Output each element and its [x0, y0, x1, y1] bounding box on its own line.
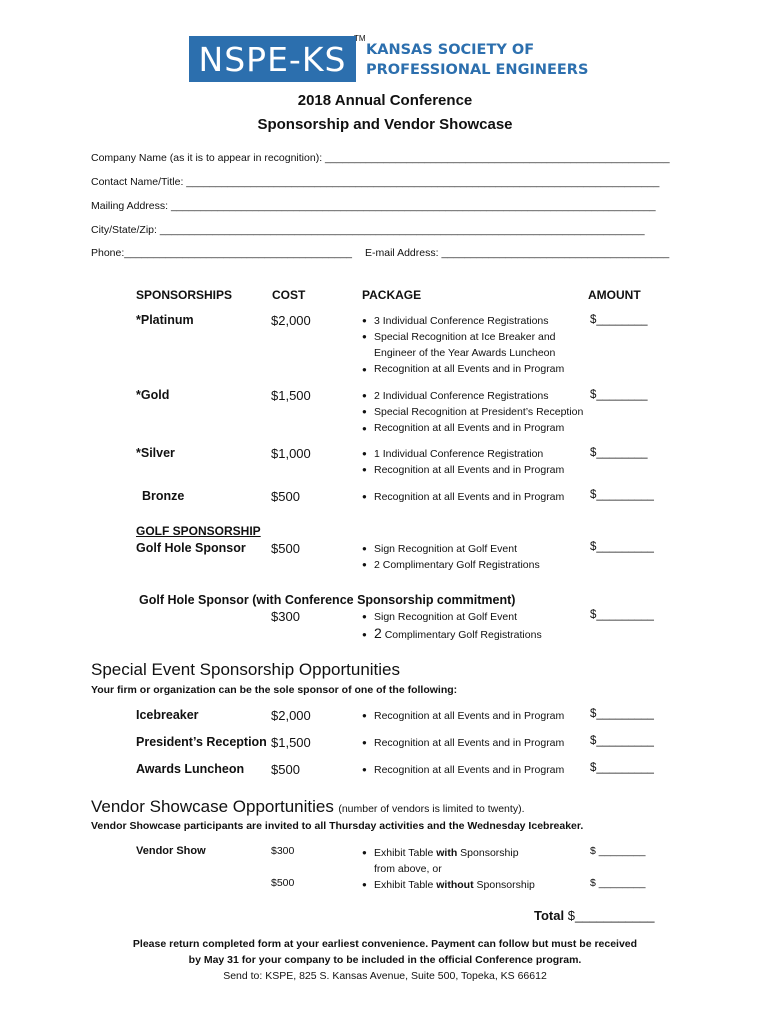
package-item: Recognition at all Events and in Program	[374, 363, 565, 376]
golf-combo-cost: $300	[271, 609, 300, 624]
package-item: Sign Recognition at Golf Event	[374, 543, 518, 555]
vendor-subheading: Vendor Showcase participants are invited to all Thursday activities and the Wednesday Icebreaker.	[91, 820, 584, 832]
footer-address: Send to: KSPE, 825 S. Kansas Avenue, Suite 500, Topeka, KS 66612	[223, 970, 547, 982]
package-item-emphasis: without	[436, 879, 474, 892]
package-item: from above, or	[374, 863, 442, 876]
vendor-amount-with[interactable]: $ ________	[590, 845, 646, 857]
footer-line2: by May 31 for your company to be included in the official Conference program.	[188, 954, 582, 966]
vendor-package	[362, 845, 535, 893]
sponsor-gold-package	[362, 388, 583, 437]
bullet-icon: ●	[362, 465, 367, 475]
bullet-icon: ●	[362, 332, 367, 342]
special-icebreaker-cost: $2,000	[271, 708, 311, 723]
package-item: Exhibit Table	[374, 879, 437, 892]
special-presidents-reception-amount[interactable]: $_________	[590, 735, 654, 747]
bullet-icon: ●	[362, 630, 367, 640]
package-item: Special Recognition at President’s Reception	[374, 406, 584, 419]
package-item-emphasis: with	[436, 847, 458, 859]
sponsor-platinum-package	[362, 313, 564, 378]
bullet-icon: ●	[362, 738, 367, 748]
sponsor-bronze-cost: $500	[271, 489, 300, 504]
package-item: Engineer of the Year Awards Luncheon	[374, 347, 556, 360]
header-sponsorships: SPONSORSHIPS	[136, 288, 233, 302]
trademark: TM	[354, 34, 366, 43]
special-icebreaker-package	[362, 708, 564, 724]
total-row	[534, 908, 654, 923]
special-icebreaker-name: Icebreaker	[136, 708, 199, 722]
sponsor-platinum-amount[interactable]: $________	[590, 314, 648, 326]
org-name-line2: PROFESSIONAL ENGINEERS	[366, 62, 589, 78]
bullet-icon: ●	[362, 364, 367, 374]
golf-combo-heading: Golf Hole Sponsor (with Conference Sponsorship commitment)	[139, 593, 516, 607]
special-awards-luncheon-amount[interactable]: $_________	[590, 762, 654, 774]
package-item: 2 Complimentary Golf Registrations	[374, 559, 540, 572]
special-icebreaker-amount[interactable]: $_________	[590, 708, 654, 720]
title-line1: 2018 Annual Conference	[297, 92, 473, 109]
bullet-icon: ●	[362, 423, 367, 433]
contact-name-field[interactable]: Contact Name/Title: _________________________________________________________________________________	[91, 176, 660, 188]
golf-hole-sponsor-cost: $500	[271, 541, 300, 556]
special-presidents-reception-package	[362, 735, 564, 751]
phone-field[interactable]: Phone:_______________________________________	[91, 247, 353, 259]
org-name-line1: KANSAS SOCIETY OF	[366, 42, 535, 58]
package-item-number: 2	[374, 625, 382, 642]
special-awards-luncheon-name: Awards Luncheon	[136, 762, 245, 776]
bullet-icon: ●	[362, 711, 367, 721]
sponsor-bronze-amount[interactable]: $_________	[590, 489, 654, 501]
bullet-icon: ●	[362, 316, 367, 326]
sponsor-silver-package	[362, 446, 564, 478]
bullet-icon: ●	[362, 391, 367, 401]
special-events-subheading: Your firm or organization can be the sole sponsor of one of the following:	[91, 684, 458, 696]
package-item: 1 Individual Conference Registration	[374, 448, 544, 460]
vendor-heading: Vendor Showcase Opportunities	[91, 797, 334, 816]
vendor-show-name: Vendor Show	[136, 845, 206, 857]
golf-heading: GOLF SPONSORSHIP	[136, 524, 261, 538]
sponsor-silver-amount[interactable]: $________	[590, 447, 648, 459]
special-events-heading: Special Event Sponsorship Opportunities	[91, 660, 401, 679]
footer-line1: Please return completed form at your earliest convenience. Payment can follow but must be received	[132, 938, 638, 950]
vendor-cost-with: $300	[271, 845, 295, 857]
package-item: Complimentary Golf Registrations	[384, 629, 542, 642]
logo-mark	[189, 36, 356, 82]
title-line2: Sponsorship and Vendor Showcase	[257, 116, 513, 133]
package-item: 3 Individual Conference Registrations	[374, 315, 549, 327]
vendor-heading-row	[91, 797, 524, 817]
bullet-icon: ●	[362, 848, 367, 858]
bullet-icon: ●	[362, 544, 367, 554]
bullet-icon: ●	[362, 560, 367, 570]
vendor-cost-without: $500	[271, 877, 295, 889]
sponsor-bronze-name: Bronze	[142, 489, 185, 503]
header-cost: COST	[272, 288, 306, 302]
package-item: Sponsorship	[457, 847, 519, 859]
special-awards-luncheon-package	[362, 762, 564, 778]
bullet-icon: ●	[362, 612, 367, 622]
package-item: Special Recognition at Ice Breaker and	[374, 331, 556, 344]
sponsor-gold-cost: $1,500	[271, 388, 311, 403]
email-field[interactable]: E-mail Address: _______________________________________	[365, 247, 670, 259]
org-name	[366, 40, 588, 80]
golf-combo-package	[362, 609, 542, 643]
package-item: 2 Individual Conference Registrations	[374, 390, 549, 402]
golf-hole-sponsor-package	[362, 541, 540, 573]
bullet-icon: ●	[362, 880, 367, 890]
sponsor-silver-name: *Silver	[136, 446, 175, 460]
golf-hole-sponsor-amount[interactable]: $_________	[590, 541, 654, 553]
golf-combo-amount[interactable]: $_________	[590, 609, 654, 621]
package-item: Exhibit Table	[374, 847, 437, 859]
package-item: Sign Recognition at Golf Event	[374, 611, 518, 623]
header-amount: AMOUNT	[588, 288, 641, 302]
package-item: Recognition at all Events and in Program	[374, 422, 565, 435]
sponsor-platinum-name: *Platinum	[136, 313, 194, 327]
package-item: Recognition at all Events and in Program	[374, 737, 565, 749]
total-amount[interactable]: $___________	[567, 908, 655, 923]
sponsor-bronze-package	[362, 489, 564, 505]
city-state-zip-field[interactable]: City/State/Zip: ___________________________________________________________________________________	[91, 224, 645, 236]
vendor-amount-without[interactable]: $ ________	[590, 877, 646, 889]
special-presidents-reception-name: President’s Reception	[136, 735, 267, 749]
golf-hole-sponsor-name: Golf Hole Sponsor	[136, 541, 246, 555]
bullet-icon: ●	[362, 765, 367, 775]
package-item: Recognition at all Events and in Program	[374, 764, 565, 776]
vendor-heading-note: (number of vendors is limited to twenty).	[338, 803, 525, 815]
bullet-icon: ●	[362, 449, 367, 459]
logo-mark-text: NSPE-KS	[198, 39, 347, 79]
special-presidents-reception-cost: $1,500	[271, 735, 311, 750]
package-item: Recognition at all Events and in Program	[374, 710, 565, 722]
company-name-field[interactable]: Company Name (as it is to appear in recognition): ___________________________________________________________	[91, 152, 670, 164]
package-item: Sponsorship	[473, 879, 535, 892]
bullet-icon: ●	[362, 492, 367, 502]
sponsor-gold-name: *Gold	[136, 388, 170, 402]
sponsor-platinum-cost: $2,000	[271, 313, 311, 328]
sponsor-silver-cost: $1,000	[271, 446, 311, 461]
mailing-address-field[interactable]: Mailing Address: ___________________________________________________________________________________	[91, 200, 656, 212]
header-package: PACKAGE	[362, 288, 422, 302]
bullet-icon: ●	[362, 407, 367, 417]
package-item: Recognition at all Events and in Program	[374, 491, 565, 503]
sponsor-gold-amount[interactable]: $________	[590, 389, 648, 401]
special-awards-luncheon-cost: $500	[271, 762, 300, 777]
package-item: Recognition at all Events and in Program	[374, 464, 565, 477]
total-label: Total	[534, 908, 565, 923]
